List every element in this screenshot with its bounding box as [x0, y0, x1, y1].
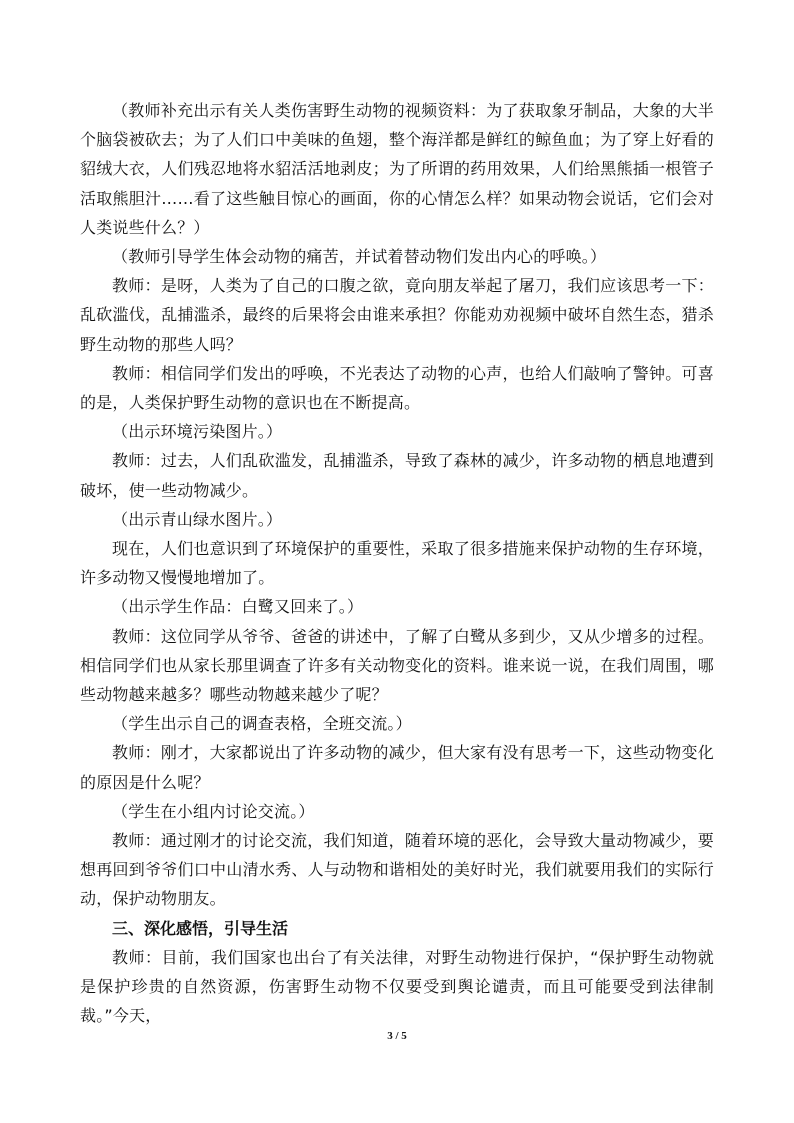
page-number: 3 / 5 — [387, 1030, 407, 1042]
paragraph-green-images: （出示青山绿水图片。） — [112, 509, 283, 529]
paragraph-teacher-causes: 教师：刚才，大家都说出了许多动物的减少，但大家有没有思考一下，这些动物变化的原因是什么呢？ — [80, 743, 714, 792]
paragraph-teacher-egret: 教师：这位同学从爷爷、爸爸的讲述中，了解了白鹭从多到少，又从少增多的过程。相信同学们也从家长那里调查了许多有关动物变化的资料。谁来说一说，在我们周围，哪些动物越来越多？哪些动物越来越少了呢？ — [80, 626, 714, 705]
document-body — [80, 96, 714, 1031]
paragraph-teacher-past: 教师：过去，人们乱砍滥发，乱捕滥杀，导致了森林的减少，许多动物的栖息地遭到破坏，使一些动物减少。 — [80, 451, 714, 500]
paragraph-present: 现在，人们也意识到了环境保护的重要性，采取了很多措施来保护动物的生存环境，许多动物又慢慢地增加了。 — [80, 539, 714, 588]
paragraph-teacher-conclusion: 教师：通过刚才的讨论交流，我们知道，随着环境的恶化，会导致大量动物减少，要想再回到爷爷们口中山清水秀、人与动物和谐相处的美好时光，我们就要用我们的实际行动，保护动物朋友。 — [80, 831, 714, 909]
paragraph-teacher-reflection: 教师：是呀，人类为了自己的口腹之欲，竟向朋友举起了屠刀，我们应该思考一下：乱砍滥伐，乱捕滥杀，最终的后果将会由谁来承担？你能劝劝视频中破坏自然生态，猎杀野生动物的那些人吗？ — [80, 276, 714, 354]
paragraph-group-discussion: （学生在小组内讨论交流。） — [112, 801, 315, 821]
paragraph-video-materials: （教师补充出示有关人类伤害野生动物的视频资料：为了获取象牙制品，大象的大半个脑袋被砍去；为了人们口中美味的鱼翅，整个海洋都是鲜红的鲸鱼血；为了穿上好看的貂绒大衣，人们残忍地将水貂活活地剥皮；为了所谓的药用效果，人们给黑熊插一根管子活取熊胆汁……看了这些触目惊心的画面，你的心情怎么样？如果动物会说话，它们会对人类说些什么？） — [80, 101, 714, 237]
paragraph-teacher-awareness: 教师：相信同学们发出的呼唤，不光表达了动物的心声，也给人们敲响了警钟。可喜的是，人类保护野生动物的意识也在不断提高。 — [80, 363, 714, 413]
paragraph-survey-table: （学生出示自己的调查表格，全班交流。） — [112, 714, 412, 734]
section-heading: 三、深化感悟，引导生活 — [112, 918, 289, 938]
paragraph-student-work: （出示学生作品：白鹭又回来了。） — [112, 597, 364, 617]
paragraph-teacher-law: 教师：目前，我们国家也出台了有关法律，对野生动物进行保护，“保护野生动物就是保护珍贵的自然资源，伤害野生动物不仅要受到舆论谴责，而且可能要受到法律制裁。”今天， — [80, 947, 714, 1026]
paragraph-pollution-images: （出示环境污染图片。） — [112, 422, 283, 442]
paragraph-teacher-guidance: （教师引导学生体会动物的痛苦，并试着替动物们发出内心的呼唤。） — [112, 247, 607, 267]
